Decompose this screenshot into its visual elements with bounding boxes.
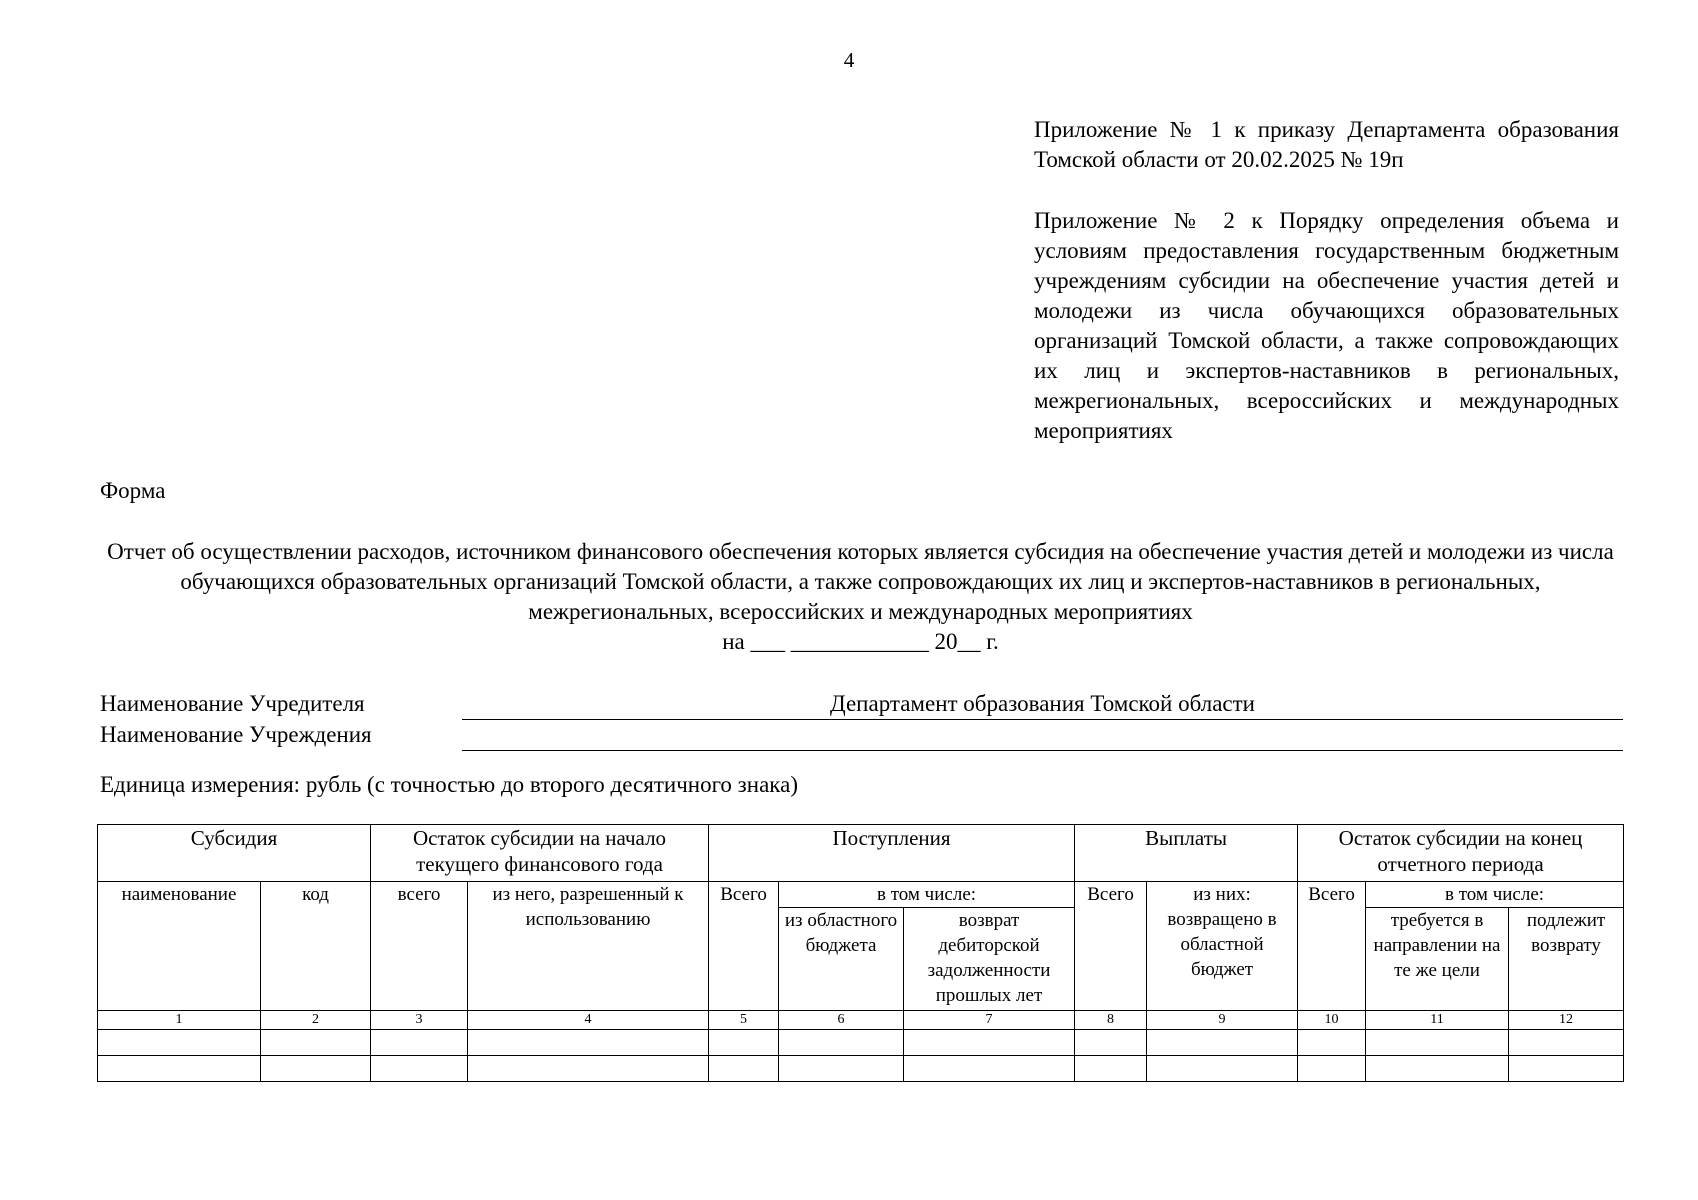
table-cell[interactable] (1298, 1056, 1366, 1082)
header-payments-total: Всего (1075, 882, 1147, 1011)
report-table (97, 824, 1624, 1082)
header-to-be-returned: подлежит возврату (1509, 908, 1624, 1011)
founder-row (100, 691, 1623, 721)
table-cell[interactable] (468, 1056, 709, 1082)
table-cell[interactable] (1147, 1030, 1298, 1056)
header-total: всего (371, 882, 468, 1011)
header-name: наименование (98, 882, 261, 1011)
table-cell[interactable] (904, 1056, 1075, 1082)
table-cell[interactable] (1147, 1056, 1298, 1082)
table-cell[interactable] (98, 1030, 261, 1056)
table-cell[interactable] (779, 1056, 904, 1082)
header-receipts-total: Всего (709, 882, 779, 1011)
column-number: 7 (904, 1011, 1075, 1030)
form-label: Форма (100, 478, 166, 503)
header-from-regional-budget: из областного бюджета (779, 908, 904, 1011)
table-cell[interactable] (1366, 1030, 1509, 1056)
header-allowed-use: из него, разрешенный к использованию (468, 882, 709, 1011)
header-payments-returned: из них: возвращено в областной бюджет (1147, 882, 1298, 1011)
table-cell[interactable] (1509, 1056, 1624, 1082)
column-number: 3 (371, 1011, 468, 1030)
column-number: 9 (1147, 1011, 1298, 1030)
column-number: 4 (468, 1011, 709, 1030)
institution-field[interactable] (462, 722, 1623, 751)
header-needed-same-purpose: требуется в направлении на те же цели (1366, 908, 1509, 1011)
table-cell[interactable] (371, 1056, 468, 1082)
column-number: 8 (1075, 1011, 1147, 1030)
header-receivables-return: возврат дебиторской задолженности прошлых лет (904, 908, 1075, 1011)
founder-field[interactable]: Департамент образования Томской области (462, 691, 1623, 720)
header-code: код (261, 882, 371, 1011)
unit-label: Единица измерения: рубль (с точностью до второго десятичного знака) (100, 772, 798, 797)
header-balance-start: Остаток субсидии на начало текущего финансового года (371, 825, 709, 882)
table-cell[interactable] (709, 1056, 779, 1082)
table-cell[interactable] (1509, 1030, 1624, 1056)
institution-label: Наименование Учреждения (100, 722, 372, 747)
column-number: 11 (1366, 1011, 1509, 1030)
table-cell[interactable] (371, 1030, 468, 1056)
report-title-text: Отчет об осуществлении расходов, источником финансового обеспечения которых является субсидия на обеспечение участия детей и молодежи из числа обучающихся образовательных организаций Томской области, а также сопровождающих их лиц и экспертов-наставников в региональных, межрегиональных, всероссийских и международных мероприятиях (107, 539, 1614, 624)
header-subsidy: Субсидия (98, 825, 371, 882)
header-balance-end: Остаток субсидии на конец отчетного периода (1298, 825, 1624, 882)
table-row (98, 1030, 1624, 1056)
table-cell[interactable] (98, 1056, 261, 1082)
page-number: 4 (843, 48, 855, 72)
report-title (98, 537, 1623, 657)
header-end-including: в том числе: (1366, 882, 1624, 908)
header-receipts: Поступления (709, 825, 1075, 882)
table-cell[interactable] (1366, 1056, 1509, 1082)
column-number: 10 (1298, 1011, 1366, 1030)
table-cell[interactable] (709, 1030, 779, 1056)
column-number: 1 (98, 1011, 261, 1030)
column-number-row (98, 1011, 1624, 1030)
header-receipts-including: в том числе: (779, 882, 1075, 908)
table-cell[interactable] (1298, 1030, 1366, 1056)
header-end-total: Всего (1298, 882, 1366, 1011)
column-number: 5 (709, 1011, 779, 1030)
column-number: 2 (261, 1011, 371, 1030)
header-payments: Выплаты (1075, 825, 1298, 882)
table-cell[interactable] (904, 1030, 1075, 1056)
column-number: 6 (779, 1011, 904, 1030)
table-cell[interactable] (779, 1030, 904, 1056)
appendix-2-note: Приложение № 2 к Порядку определения объема и условиям предоставления государственным бюджетным учреждениям субсидии на обеспечение участия детей и молодежи из числа обучающихся образовательных организаций Томской области, а также сопровождающих их лиц и экспертов-наставников в региональных, межрегиональных, всероссийских и международных мероприятиях (1034, 208, 1619, 443)
table-cell[interactable] (468, 1030, 709, 1056)
report-date-line: на ___ ____________ 20__ г. (722, 629, 999, 654)
table-cell[interactable] (261, 1056, 371, 1082)
table-cell[interactable] (1075, 1030, 1147, 1056)
table-cell[interactable] (261, 1030, 371, 1056)
institution-row (100, 722, 1623, 752)
column-number: 12 (1509, 1011, 1624, 1030)
table-cell[interactable] (1075, 1056, 1147, 1082)
appendix-1-note: Приложение № 1 к приказу Департамента образования Томской области от 20.02.2025 № 19п (1034, 117, 1619, 172)
table-row (98, 1056, 1624, 1082)
founder-label: Наименование Учредителя (100, 691, 365, 716)
